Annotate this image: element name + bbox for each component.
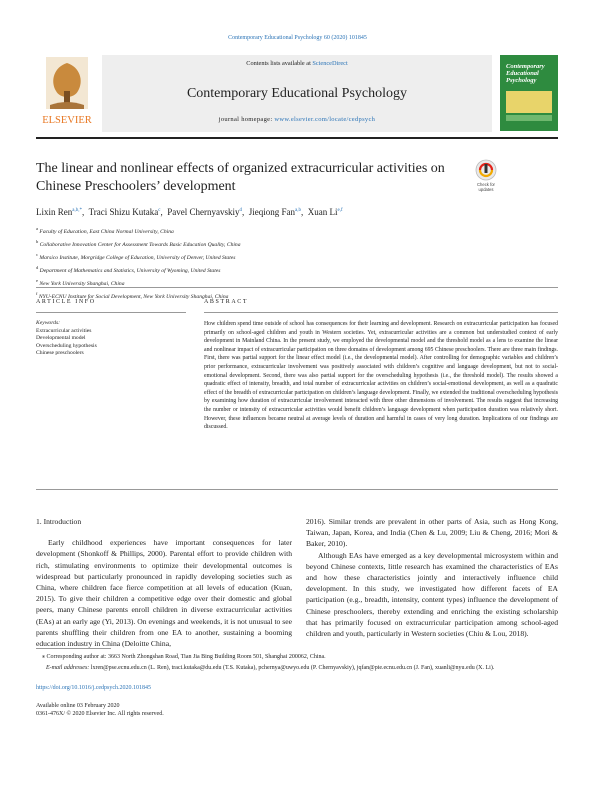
homepage-label: journal homepage: xyxy=(218,116,275,123)
body-paragraph: 2016). Similar trends are prevalent in other parts of Asia, such as Hong Kong, Taiwan, Japan, Korea, and India (Chen & Lu, 2009; Liu & Cheng, 2016; Mori & Baker, 2010). xyxy=(306,517,558,549)
copyright-line: 0361-476X/ © 2020 Elsevier Inc. All rights reserved. xyxy=(36,711,164,717)
affiliation: $^b$ Collaborative Innovation Center for Assessment Towards Basic Education Quality, China xyxy=(36,239,241,248)
corresponding-author-note: ⁎ Corresponding author at: 3663 North Zhongshan Road, Tian Jia Bing Building Room 501, Shanghai 200062, China. xyxy=(42,654,326,660)
author-list: Lixin Ren$^{a,b,*}$, Traci Shizu Kutaka$^c$, Pavel Chernyavskiy$^d$, Jieqiong Fan$^{a,b}$, Xuan Li$^{e,f}$ xyxy=(36,207,343,217)
article-info-rule xyxy=(36,312,186,313)
body-paragraph: Early childhood experiences have important consequences for later development (Shonkoff & Phillips, 2000). Parental effort to provide children with rich, stimulating environments to optimize their developmental outcomes is widespread but particularly pronounced in rapidly developing societies such as China, where children face fierce competition at all levels of education (Kuan, 2015). To give their children a competitive edge over their domestic and global peers, many Chinese parents enroll children in diverse extracurricular activities (EAs) at an early age (Yi, 2013). On evenings and weekends, it is not unusual to see parents shuffling their children from one EA to another, sustaining a booming education industry in China (Deloitte China, xyxy=(36,538,292,649)
keywords-block xyxy=(36,320,186,358)
journal-homepage-line xyxy=(102,116,492,123)
email-addresses xyxy=(36,663,558,674)
available-online-date: Available online 03 February 2020 xyxy=(36,703,120,709)
keyword: Chinese preschoolers xyxy=(36,350,84,356)
author[interactable]: Jieqiong Fan$^{a,b}$ xyxy=(248,207,301,217)
affiliations xyxy=(36,224,556,302)
publication-info xyxy=(36,702,164,718)
affiliation: $^e$ New York University Shanghai, China xyxy=(36,278,125,288)
keyword: Overscheduling hypothesis xyxy=(36,342,97,349)
contents-prefix: Contents lists available at xyxy=(246,60,313,67)
sciencedirect-link[interactable]: ScienceDirect xyxy=(312,60,348,67)
article-title: The linear and nonlinear effects of organized extracurricular activities on Chinese Preschoolers’ development xyxy=(36,161,445,194)
abstract-bottom-rule xyxy=(36,489,558,490)
journal-name: Contemporary Educational Psychology xyxy=(186,86,408,101)
abstract-heading: ABSTRACT xyxy=(204,299,249,305)
affiliation: $^d$ Department of Mathematics and Statistics, University of Wyoming, United States xyxy=(36,265,221,275)
publisher-wordmark: ELSEVIER xyxy=(42,115,92,126)
body-left-column xyxy=(36,516,292,649)
body-right-column xyxy=(306,516,558,639)
footnotes xyxy=(36,652,558,673)
keywords-label: Keywords: xyxy=(36,320,61,326)
journal-cover-thumbnail[interactable] xyxy=(500,55,558,131)
keyword: Extracurricular activities xyxy=(36,327,92,334)
section-rule xyxy=(36,287,558,288)
email-list[interactable]: lxren@pse.ecnu.edu.cn (L. Ren), traci.kutaka@du.edu (T.S. Kutaka), pchernya@uwyo.edu (P. Chernyavskiy), jqfan@pie.ecnu.edu.cn (J. Fan), xuanli@nyu.edu (X. Li). xyxy=(90,664,495,671)
elsevier-logo xyxy=(36,55,98,130)
article-info-heading: ARTICLE INFO xyxy=(36,299,96,305)
abstract-text: How children spend time outside of school has consequences for their learning and development. Research on extracurricular participation has focused primarily on school-aged children and youth in Western societies. Yet, extracurricular activities are a common but understudied context of early development in Mainland China. In the present study, we employed the developmental model and the threshold model as a lens to examine the linear and nonlinear impact of extracurricular participation on three domains of development among 695 Chinese preschoolers. There are three main findings. First, there was partial support for the linear effect model (i.e., the developmental model). After controlling for demographic variables and children’s prior performance, extracurricular involvement was positively associated with children’s cognitive and language development, but not to social-emotional development. Second, there was also partial support for the overscheduling hypothesis (i.e., the threshold model). The results showed a quadratic effect of intensity, breadth, and total number of extracurricular activities on children’s social-emotional development, as well as a quadratic effect of the breadth of extracurricular participation on children’s language development. Finally, we extended the traditional overscheduling hypothesis by examining how duration of extracurricular involvement interacted with three other dimensions of involvement. The results suggest that increasing the number or intensity of extracurricular activities would benefit children’s language development when participation duration was relatively short. However, these influences became neutral at average levels of duration and harmful in cases of very long duration. Implications of our findings are discussed. xyxy=(204,321,558,431)
section-heading: 1. Introduction xyxy=(36,517,82,526)
check-updates-label: Check for updates xyxy=(477,182,495,192)
header-rule xyxy=(36,137,558,139)
author[interactable]: Xuan Li$^{e,f}$ xyxy=(307,207,343,217)
author[interactable]: Traci Shizu Kutaka$^c$ xyxy=(88,207,161,217)
email-label: E-mail addresses: xyxy=(46,664,91,671)
author[interactable]: Pavel Chernyavskiy$^d$ xyxy=(167,207,242,217)
journal-reference[interactable]: Contemporary Educational Psychology 60 (2020) 101845 xyxy=(228,35,367,41)
contents-line xyxy=(102,60,492,67)
doi-link[interactable]: https://doi.org/10.1016/j.cedpsych.2020.101845 xyxy=(36,685,152,691)
affiliation: $^f$ NYU-ECNU Institute for Social Development, New York University Shanghai, China xyxy=(36,291,229,301)
abstract-rule xyxy=(204,312,558,313)
footnote-rule xyxy=(36,648,111,649)
homepage-link[interactable]: www.elsevier.com/locate/cedpsych xyxy=(274,116,376,123)
body-paragraph: Although EAs have emerged as a key developmental microsystem within and beyond Chinese contexts, little research has examined the characteristics of EAs and how these characteristics jointly and interactively influence child development. In this study, we investigated how different facets of EA participation (e.g., breadth, intensity, content types) influence the development of Chinese preschoolers, thereby extending and enriching the existing scholarship that has primarily focused on extracurricular participation among school-aged children and youth, particularly in Western societies (Chiu & Lou, 2018). xyxy=(306,550,558,639)
cover-title: Contemporary Educational Psychology xyxy=(506,63,545,84)
cover-band xyxy=(506,115,552,121)
check-for-updates-badge[interactable] xyxy=(472,158,500,196)
keyword: Developmental model xyxy=(36,335,86,341)
author[interactable]: Lixin Ren$^{a,b,*}$ xyxy=(36,207,82,217)
cover-graphic xyxy=(506,91,552,113)
affiliation: $^a$ Faculty of Education, East China Normal University, China xyxy=(36,226,174,235)
affiliation: $^c$ Marsico Institute, Morgridge College of Education, University of Denver, United States xyxy=(36,252,236,261)
